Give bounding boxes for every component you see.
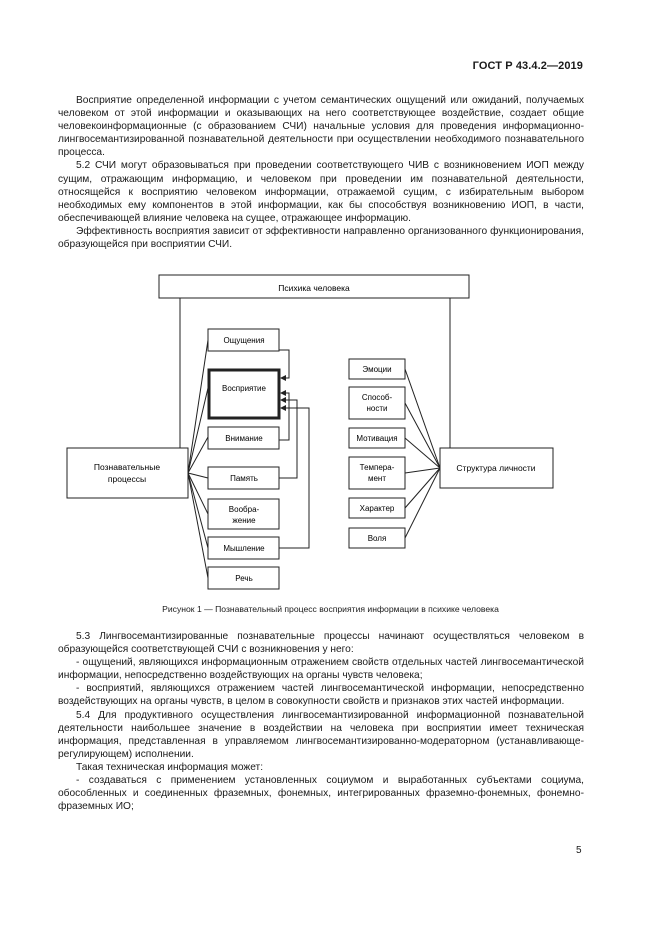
item-label: Ощущения xyxy=(223,336,265,345)
item-label: Способ- xyxy=(361,393,393,402)
paragraph: - ощущений, являющихся информационным отражением свойств отдельных частей лингвосемантической информации, непосредственно воздействующих на органы чувств человека; xyxy=(58,657,584,682)
paragraph: 5.2 СЧИ могут образовываться при проведении соответствующего ЧИВ с возникновением ИОП между сущим, отражающим информацию, и человеком при проведении им познавательной деятельности, относящейся к восприятию человеком информации, отражаемой сущим, с избирательным выбором необходимых ему компонентов в этой информации, как бы способствуя возникновению ИОП, в части, обеспечивающей влияние человека на сущее, отражающее информацию. xyxy=(58,160,584,224)
paragraph: Эффективность восприятия зависит от эффективности направленно организованного функционирования, образующейся при восприятии СЧИ. xyxy=(58,225,584,251)
item-box xyxy=(349,457,405,489)
item-label: Характер xyxy=(359,504,395,513)
item-label: жение xyxy=(232,516,256,525)
cognitive-processes-label-line1: Познавательные xyxy=(93,462,161,472)
paragraph: 5.3 Лингвосемантизированные познавательные процессы начинают осуществляться человеком в образующейся соответствующей СЧИ с возникновения у него: xyxy=(58,631,584,656)
item-label: Восприятие xyxy=(222,384,266,393)
cognitive-processes-label-line2: процессы xyxy=(107,474,147,484)
cognitive-processes-box xyxy=(67,448,188,498)
item-label: Мышление xyxy=(223,544,265,553)
right-items xyxy=(349,359,405,548)
document-header: ГОСТ Р 43.4.2—2019 xyxy=(472,60,583,72)
item-label: Вообра- xyxy=(228,505,260,514)
item-box-perception xyxy=(209,370,279,418)
item-label: Речь xyxy=(235,574,253,583)
cognitive-process-diagram xyxy=(0,270,661,600)
item-label: Память xyxy=(230,474,258,483)
item-label: Внимание xyxy=(225,434,263,443)
paragraph: - создаваться с применением установленных социумом и выработанных субъектами социума, обособленных и соединенных фраземных, фонемных, интегрированных фраземно-фонемных, фонемно-фраземных ИО; xyxy=(58,775,584,813)
top-box-label: Психика человека xyxy=(278,283,350,293)
personality-structure-label: Структура личности xyxy=(456,463,536,473)
item-box xyxy=(349,387,405,419)
paragraph: - восприятий, являющихся отражением частей лингвосемантической информации, непосредственно воздействующих на органы чувств, в целом в совокупности свойств и признаков этих частей информации. xyxy=(58,683,584,708)
item-label: мент xyxy=(367,474,387,483)
item-label: Эмоции xyxy=(362,365,392,374)
figure-caption: Рисунок 1 — Познавательный процесс восприятия информации в психике человека xyxy=(162,604,499,614)
item-label: Воля xyxy=(367,534,387,543)
left-items xyxy=(208,329,279,589)
paragraph: Такая техническая информация может: xyxy=(76,761,264,773)
item-label: Темпера- xyxy=(359,463,395,472)
bottom-text-block xyxy=(58,630,584,813)
item-label: ности xyxy=(366,404,388,413)
paragraph: Восприятие определенной информации с учетом семантических ощущений или ожиданий, получаемых человеком от этой информации и оказывающих на него соответствующее воздействие, создает общие человекоинформационные (с образованием СЧИ) начальные условия для проведения информационно-лингвосемантизированной познавательной деятельности при осуществлении необходимого познавательного процесса. xyxy=(58,95,584,159)
top-text-block xyxy=(58,94,584,251)
page-number: 5 xyxy=(576,845,582,856)
paragraph: 5.4 Для продуктивного осуществления лингвосемантизированной информационной познавательной деятельности наибольшее значение в воздействии на человека при восприятии имеет техническая информация, представленная в управляемом лингвосемантизированно-модераторном (устанавливающе-регулирующем) исполнении. xyxy=(58,709,584,760)
item-label: Мотивация xyxy=(356,434,398,443)
